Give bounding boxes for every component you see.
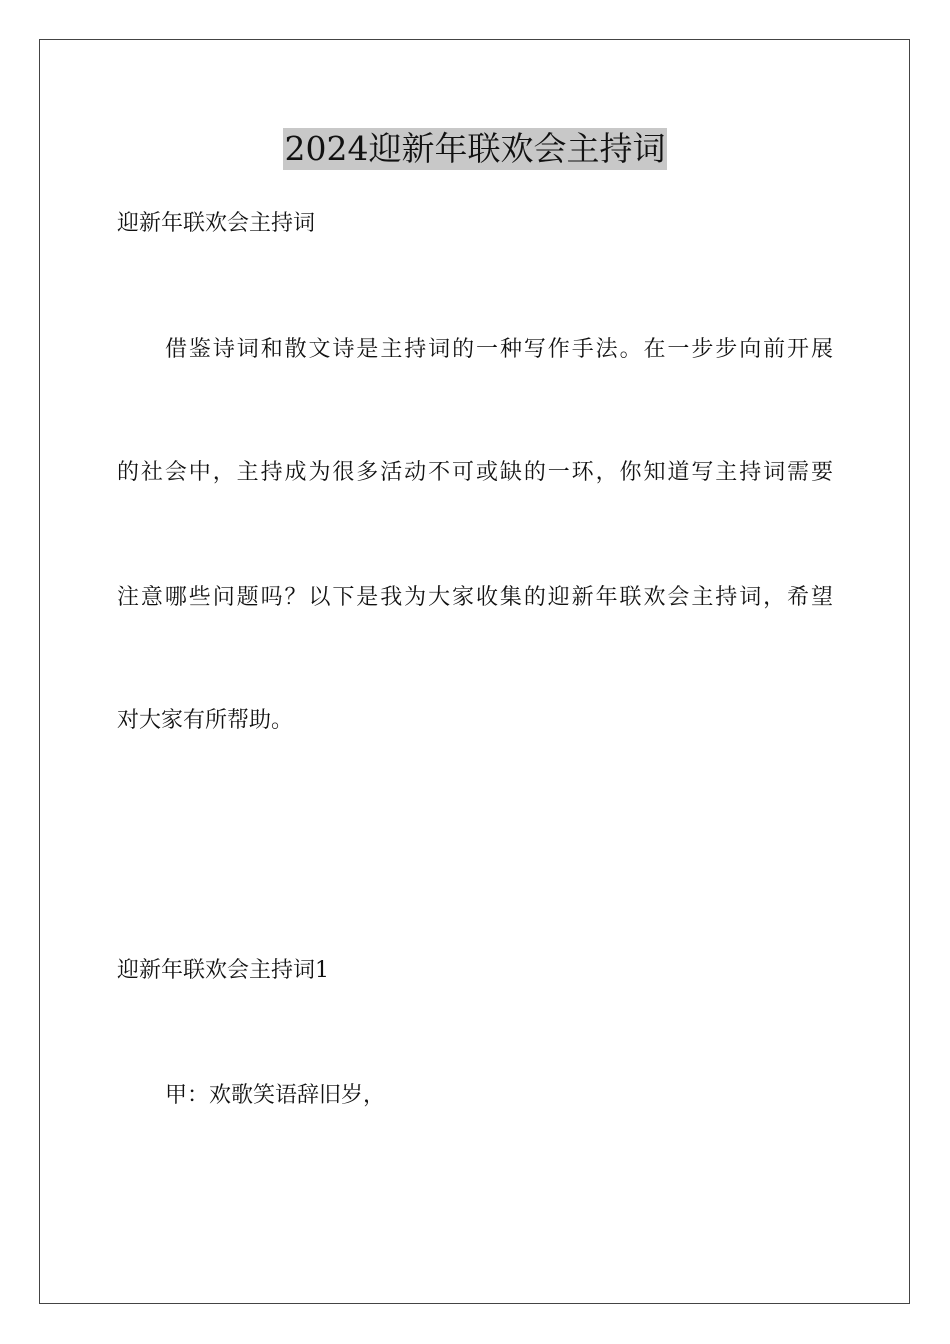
document-subtitle: 迎新年联欢会主持词 xyxy=(117,211,316,236)
title-container xyxy=(0,128,950,170)
intro-paragraph-line-2: 的社会中，主持成为很多活动不可或缺的一环，你知道写主持词需要 xyxy=(117,460,833,485)
section-heading: 迎新年联欢会主持词1 xyxy=(117,958,329,983)
intro-paragraph-line-3: 注意哪些问题吗？以下是我为大家收集的迎新年联欢会主持词，希望 xyxy=(117,585,833,610)
speech-line: 甲：欢歌笑语辞旧岁， xyxy=(165,1083,386,1108)
intro-paragraph-line-4: 对大家有所帮助。 xyxy=(117,708,294,733)
document-title: 2024迎新年联欢会主持词 xyxy=(284,129,666,168)
intro-paragraph-line-1: 借鉴诗词和散文诗是主持词的一种写作手法。在一步步向前开展 xyxy=(165,337,833,362)
